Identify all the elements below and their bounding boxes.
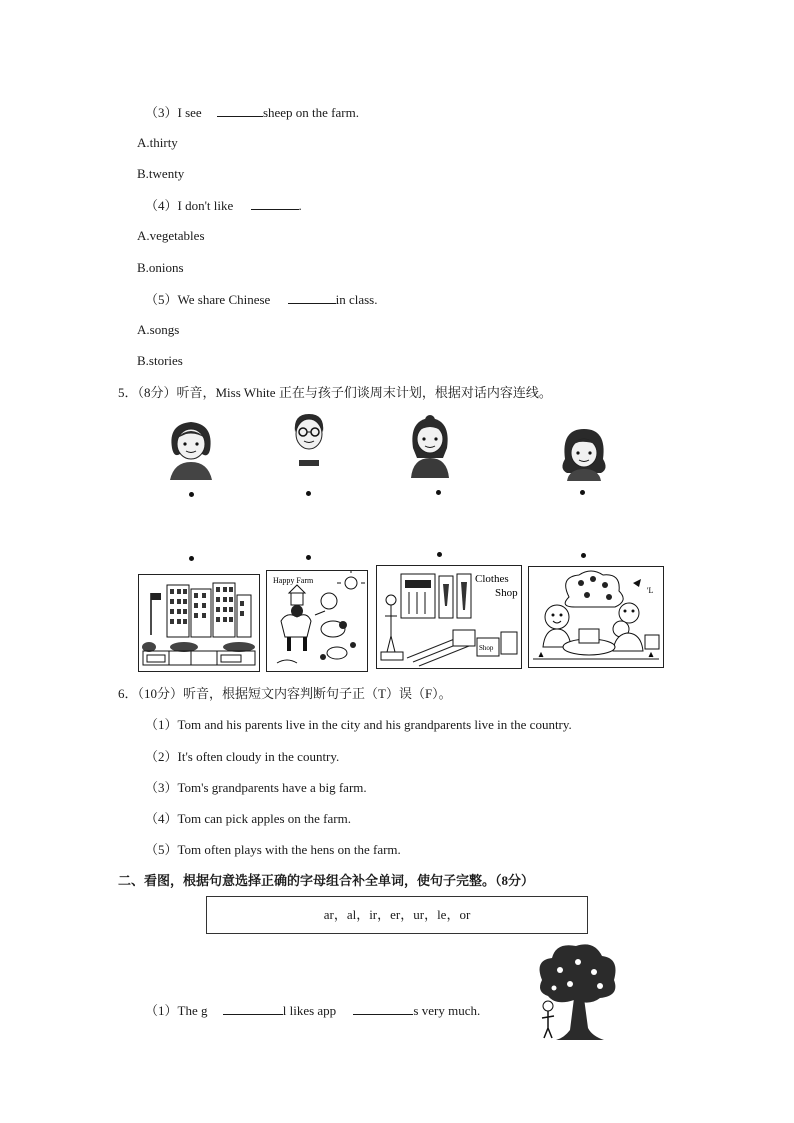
boy-portrait: [287, 410, 331, 468]
girl-portrait-1: [166, 418, 216, 480]
child-1-dot[interactable]: [189, 492, 194, 497]
option-b: B.stories: [137, 353, 183, 368]
farm-illustration: [267, 571, 367, 671]
picnic-illustration: [529, 567, 663, 667]
q4-item-3: （3）I see sheep on the farm.: [145, 105, 359, 120]
option-b: B.twenty: [137, 166, 185, 181]
q6-item-2: （2）It's often cloudy in the country.: [145, 749, 340, 764]
farm-picture: [266, 570, 368, 672]
option-b: B.onions: [137, 260, 184, 275]
shop-bag-text: Shop: [479, 644, 494, 652]
farm-sign-text: Happy Farm: [273, 576, 314, 585]
city-buildings-illustration: [139, 575, 259, 671]
answer-blank-2[interactable]: [353, 1002, 413, 1015]
flying-bird-mark: 'L: [647, 586, 654, 595]
place-1-dot[interactable]: [189, 556, 194, 561]
q6-item-1: （1）Tom and his parents live in the city and his grandparents live in the country.: [145, 717, 572, 732]
place-2-dot[interactable]: [306, 555, 311, 560]
picnic-picture: [528, 566, 664, 668]
girl-portrait-3: [555, 425, 613, 481]
q4-item-4: （4）I don't like .: [145, 198, 302, 213]
clothes-shop-picture: [376, 565, 522, 669]
clothes-shop-illustration: [377, 566, 521, 668]
child-4-dot[interactable]: [580, 490, 585, 495]
answer-blank[interactable]: [217, 104, 263, 117]
option-a: A.vegetables: [137, 228, 205, 243]
q6-item-5: （5）Tom often plays with the hens on the farm.: [145, 842, 401, 857]
child-2-dot[interactable]: [306, 491, 311, 496]
child-3-dot[interactable]: [436, 490, 441, 495]
answer-blank[interactable]: [288, 291, 336, 304]
apple-tree-illustration: [534, 940, 620, 1042]
part2-q1: （1）The g l likes app s very much.: [145, 1003, 481, 1018]
q4-item-5: （5）We share Chinese in class.: [145, 292, 378, 307]
letter-combination-box: ar，al，ir，er，ur，le，or: [206, 896, 588, 934]
clothes-shop-sign-line-2: Shop: [495, 587, 518, 599]
q6-title: 6．（10分）听音，根据短文内容判断句子正（T）误（F）。: [118, 686, 452, 701]
clothes-shop-sign-line-1: Clothes: [475, 573, 509, 585]
place-4-dot[interactable]: [581, 553, 586, 558]
option-a: A.songs: [137, 322, 180, 337]
q5-title: 5．（8分）听音，Miss White 正在与孩子们谈周末计划，根据对话内容连线。: [118, 385, 552, 400]
q6-item-4: （4）Tom can pick apples on the farm.: [145, 811, 351, 826]
girl-portrait-2: [405, 412, 455, 478]
city-picture: [138, 574, 260, 672]
part2-title: 二、看图，根据句意选择正确的字母组合补全单词，使句子完整。（8分）: [118, 873, 535, 888]
q6-item-3: （3）Tom's grandparents have a big farm.: [145, 780, 367, 795]
place-3-dot[interactable]: [437, 552, 442, 557]
answer-blank-1[interactable]: [223, 1002, 283, 1015]
option-a: A.thirty: [137, 135, 178, 150]
answer-blank[interactable]: [251, 197, 299, 210]
